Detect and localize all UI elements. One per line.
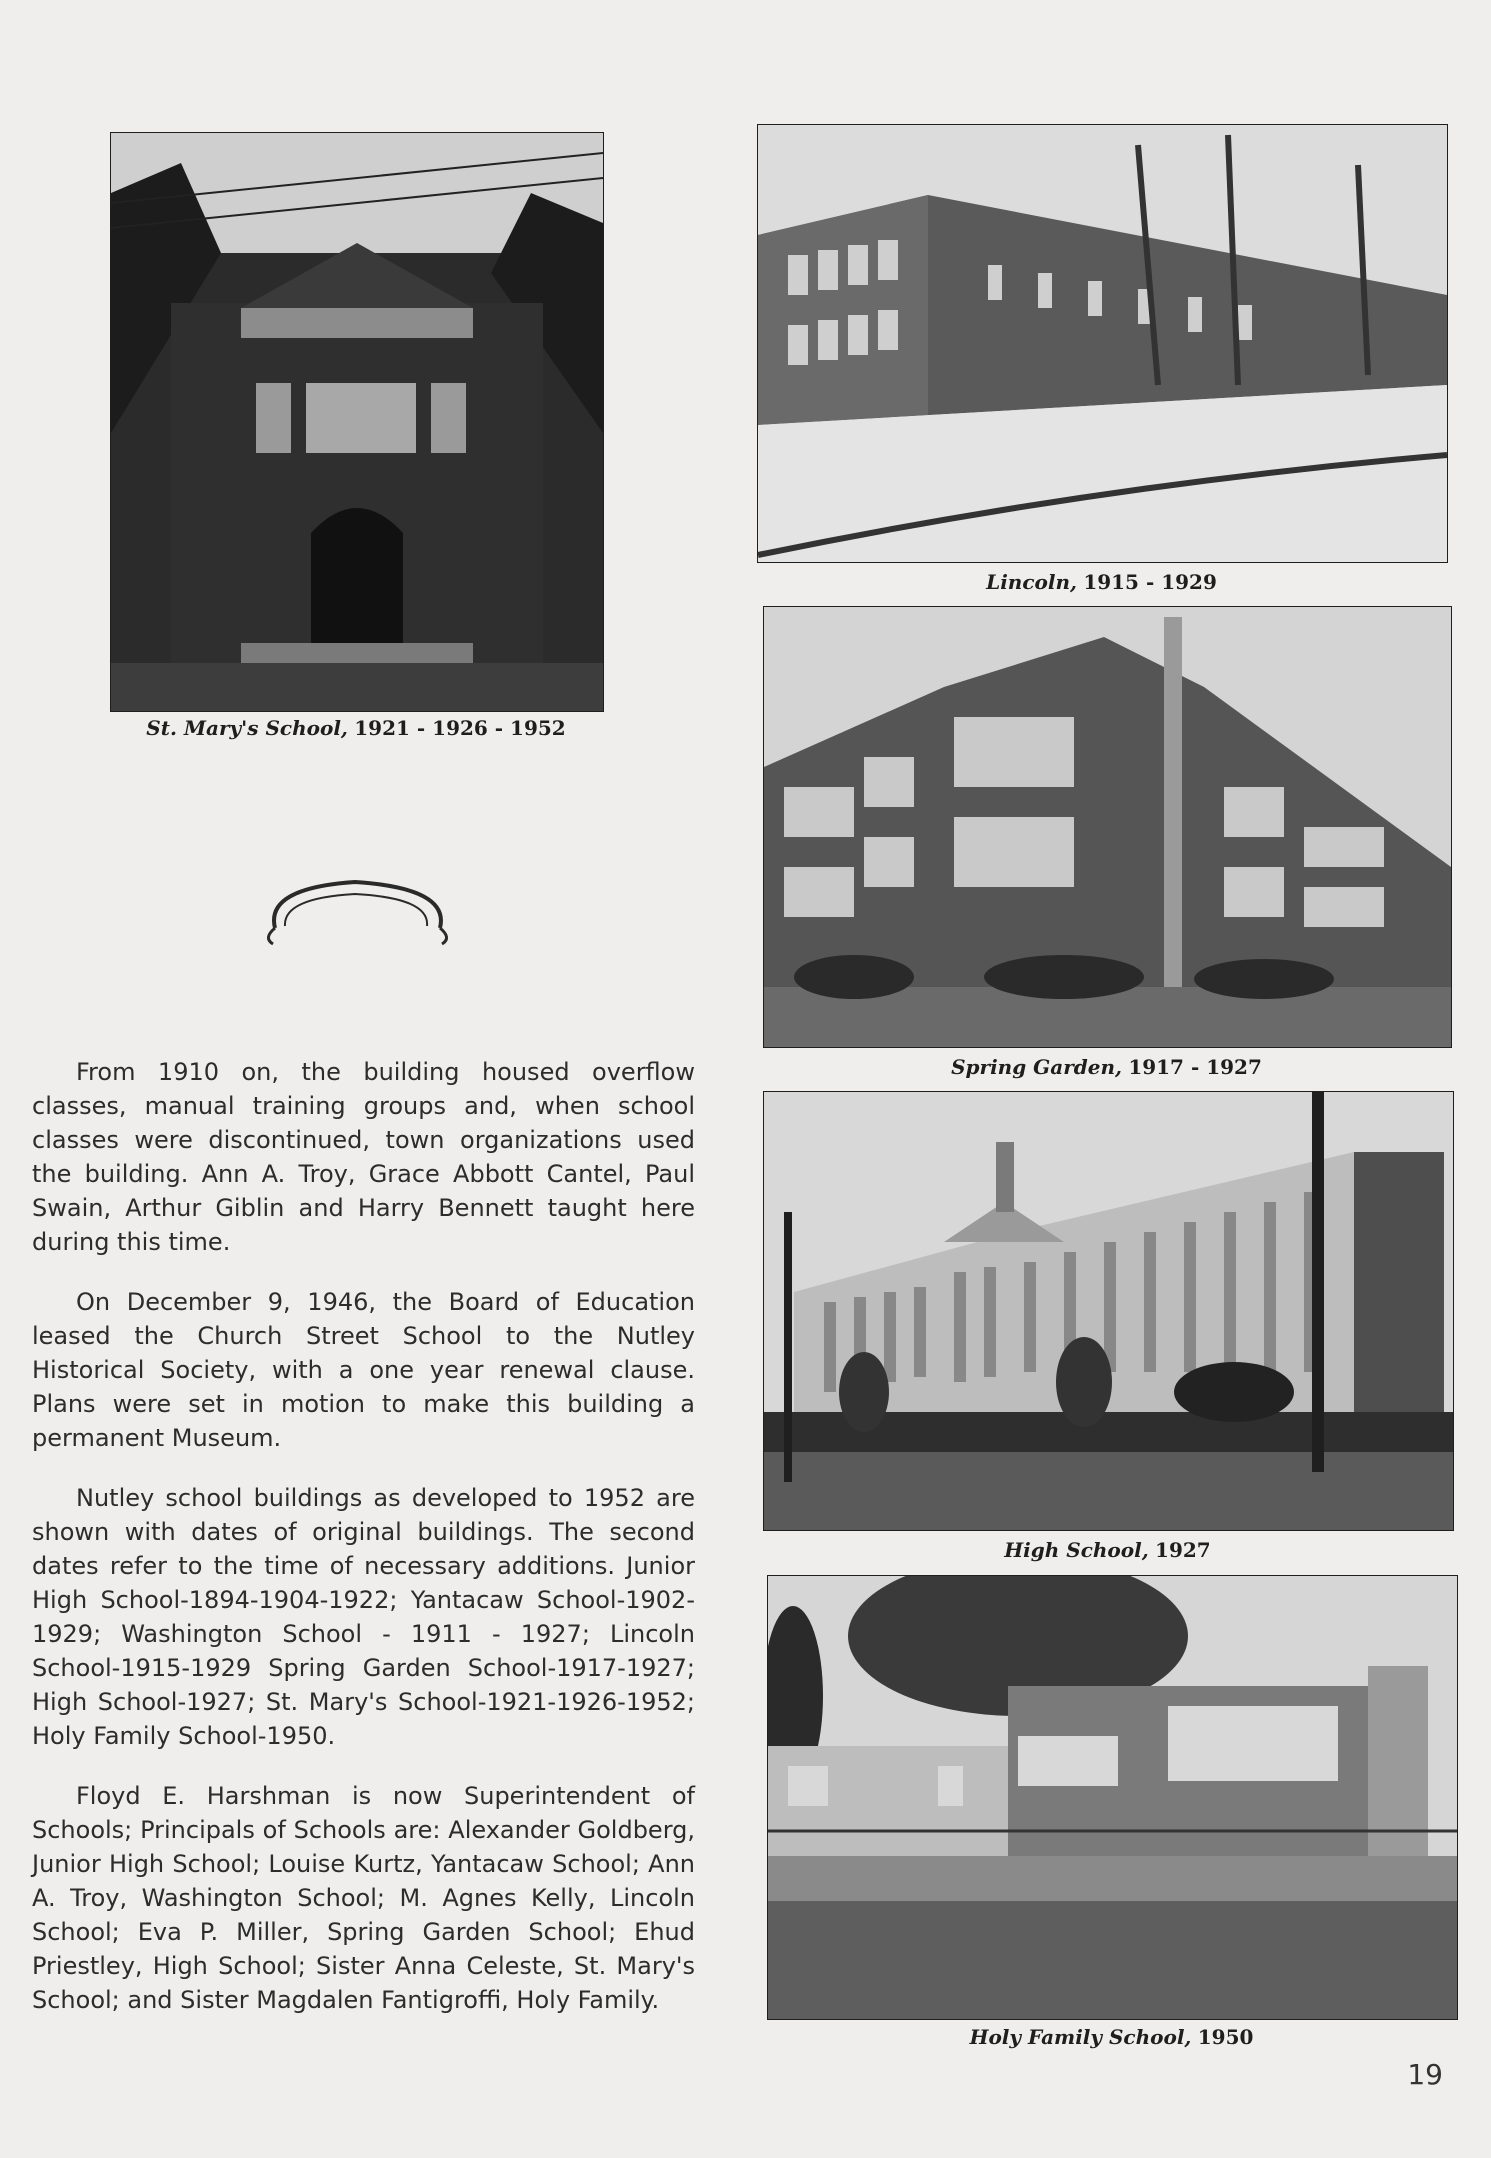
decorative-ornament: [255, 868, 460, 948]
caption-dates: 1950: [1197, 2025, 1254, 2049]
paragraph-overflow-classes: From 1910 on, the building housed overflow classes, manual training groups and, when school classes were discontinued, town organizations used the building. Ann A. Troy, Grace Abbott Cantel, Paul Swain, Arthur Giblin and Harry Bennett taught here during this time.: [32, 1058, 695, 1256]
caption-dates: 1927: [1155, 1538, 1211, 1562]
photo-st-marys-school: [110, 132, 604, 712]
caption-dates: 1921 - 1926 - 1952: [354, 716, 566, 740]
caption-name: Holy Family School,: [969, 2025, 1192, 2049]
page-number: 19: [1407, 2058, 1443, 2091]
caption-name: St. Mary's School,: [146, 716, 348, 740]
caption-dates: 1915 - 1929: [1083, 570, 1217, 594]
caption-high-school: [763, 1538, 1452, 1562]
caption-lincoln-school: [757, 570, 1446, 594]
photo-spring-garden-school: [763, 606, 1452, 1048]
caption-dates: 1917 - 1927: [1128, 1055, 1262, 1079]
photo-holy-family-school: [767, 1575, 1458, 2020]
caption-name: High School,: [1004, 1538, 1149, 1562]
paragraph-school-buildings-dates: Nutley school buildings as developed to 1952 are shown with dates of original buildings. The second dates refer to the time of necessary additions. Junior High School-1894-1904-1922; Yantacaw School-1902-1929; Washington School - 1911 - 1927; Lincoln School-1915-1929 Spring Garden School-1917-1927; High School-1927; St. Mary's School-1921-1926-1952; Holy Family School-1950.: [32, 1484, 695, 1750]
caption-holy-family-school: [767, 2025, 1456, 2049]
caption-name: Lincoln,: [986, 570, 1077, 594]
caption-name: Spring Garden,: [951, 1055, 1122, 1079]
paragraph-principals: Floyd E. Harshman is now Superintendent of Schools; Principals of Schools are: Alexander Goldberg, Junior High School; Louise Kurtz, Yantacaw School; Ann A. Troy, Washington School; M. Agnes Kelly, Lincoln School; Eva P. Miller, Spring Garden School; Ehud Priestley, High School; Sister Anna Celeste, St. Mary's School; and Sister Magdalen Fantigroffi, Holy Family.: [32, 1782, 695, 2014]
body-text: [32, 1055, 695, 2043]
photo-high-school: [763, 1091, 1454, 1531]
caption-spring-garden-school: [763, 1055, 1450, 1079]
caption-st-marys-school: [110, 716, 602, 740]
photo-lincoln-school: [757, 124, 1448, 563]
paragraph-historical-society-lease: On December 9, 1946, the Board of Education leased the Church Street School to the Nutley Historical Society, with a one year renewal clause. Plans were set in motion to make this building a permanent Museum.: [32, 1288, 695, 1452]
